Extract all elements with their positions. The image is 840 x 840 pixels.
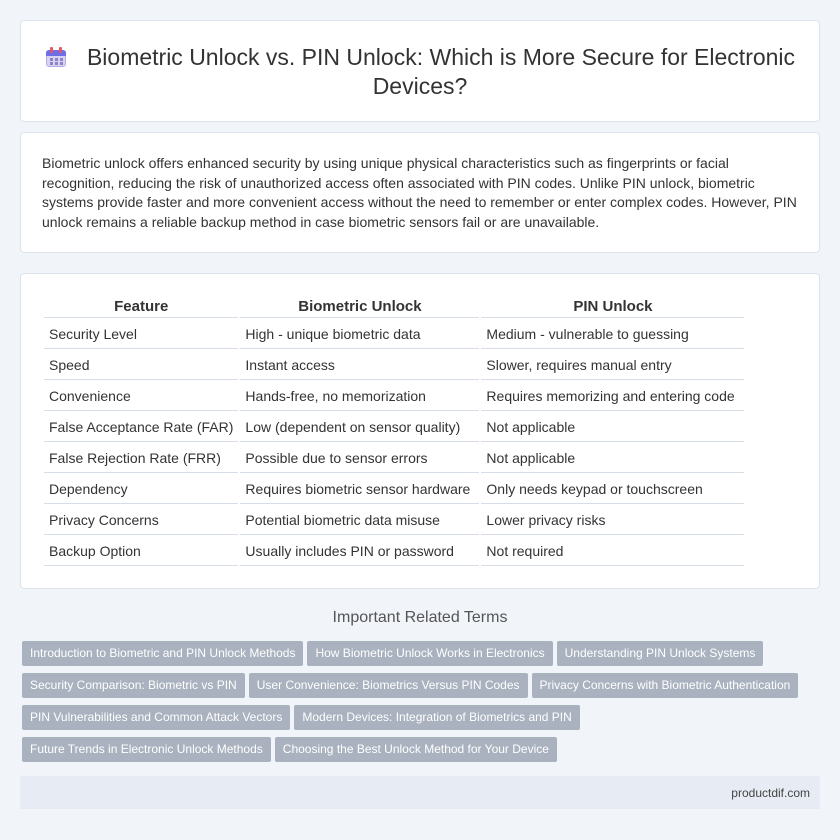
footer-site-link[interactable]: productdif.com [731, 786, 810, 800]
page-title: Biometric Unlock vs. PIN Unlock: Which is More Secure for Electronic Devices? [86, 44, 796, 99]
summary-text: Biometric unlock offers enhanced security by using unique physical characteristics such as fingerprints or facial recognition, reducing the risk of unauthorized access often associated with PIN codes. Unlike PIN unlock, biometric systems provide faster and more convenient access without the need to remember or enter complex codes. However, PIN unlock remains a reliable backup method in case biometric sensors fail or are unavailable. [42, 155, 797, 230]
related-term-tag[interactable]: Future Trends in Electronic Unlock Methods [22, 737, 271, 762]
table-cell: Low (dependent on sensor quality) [240, 411, 479, 442]
table-cell: Lower privacy risks [481, 504, 744, 535]
related-term-tag[interactable]: Understanding PIN Unlock Systems [557, 641, 764, 666]
table-row [44, 535, 744, 566]
related-term-tag[interactable]: Modern Devices: Integration of Biometrics and PIN [294, 705, 579, 730]
related-term-tag[interactable]: Choosing the Best Unlock Method for Your Device [275, 737, 557, 762]
table-cell: Convenience [44, 380, 238, 411]
calendar-icon [45, 46, 67, 68]
header-biometric: Biometric Unlock [240, 296, 479, 318]
related-term-tag[interactable]: User Convenience: Biometrics Versus PIN Codes [249, 673, 528, 698]
tag-row [22, 641, 822, 673]
table-cell: Not required [481, 535, 744, 566]
header-pin: PIN Unlock [481, 296, 744, 318]
comparison-table [42, 296, 746, 566]
table-cell: Instant access [240, 349, 479, 380]
table-cell: Hands-free, no memorization [240, 380, 479, 411]
table-cell: Security Level [44, 318, 238, 349]
table-cell: Requires biometric sensor hardware [240, 473, 479, 504]
related-term-tag[interactable]: Security Comparison: Biometric vs PIN [22, 673, 245, 698]
table-row [44, 349, 744, 380]
table-cell: High - unique biometric data [240, 318, 479, 349]
related-term-tag[interactable]: Introduction to Biometric and PIN Unlock Methods [22, 641, 303, 666]
related-term-tag[interactable]: PIN Vulnerabilities and Common Attack Vectors [22, 705, 290, 730]
table-cell: Possible due to sensor errors [240, 442, 479, 473]
table-cell: Not applicable [481, 411, 744, 442]
table-cell: Privacy Concerns [44, 504, 238, 535]
table-cell: Potential biometric data misuse [240, 504, 479, 535]
title-card [20, 20, 820, 122]
table-row [44, 411, 744, 442]
summary-card [20, 132, 820, 253]
header-feature: Feature [44, 296, 238, 318]
table-row [44, 504, 744, 535]
table-cell: Usually includes PIN or password [240, 535, 479, 566]
related-terms-list [22, 641, 822, 769]
related-terms-title: Important Related Terms [332, 609, 508, 626]
table-cell: Slower, requires manual entry [481, 349, 744, 380]
page-title-wrap [21, 43, 819, 101]
tag-row [22, 705, 822, 737]
table-row [44, 442, 744, 473]
tag-row [22, 673, 822, 705]
table-cell: Speed [44, 349, 238, 380]
comparison-card [20, 273, 820, 589]
table-cell: Medium - vulnerable to guessing [481, 318, 744, 349]
tag-row [22, 737, 822, 769]
table-cell: False Rejection Rate (FRR) [44, 442, 238, 473]
table-cell: Only needs keypad or touchscreen [481, 473, 744, 504]
table-cell: Requires memorizing and entering code [481, 380, 744, 411]
related-term-tag[interactable]: Privacy Concerns with Biometric Authentication [532, 673, 799, 698]
table-cell: Dependency [44, 473, 238, 504]
table-row [44, 473, 744, 504]
related-term-tag[interactable]: How Biometric Unlock Works in Electronics [307, 641, 552, 666]
table-row [44, 380, 744, 411]
footer [20, 776, 820, 809]
table-cell: False Acceptance Rate (FAR) [44, 411, 238, 442]
table-header-row [44, 296, 744, 318]
table-cell: Not applicable [481, 442, 744, 473]
table-cell: Backup Option [44, 535, 238, 566]
table-row [44, 318, 744, 349]
